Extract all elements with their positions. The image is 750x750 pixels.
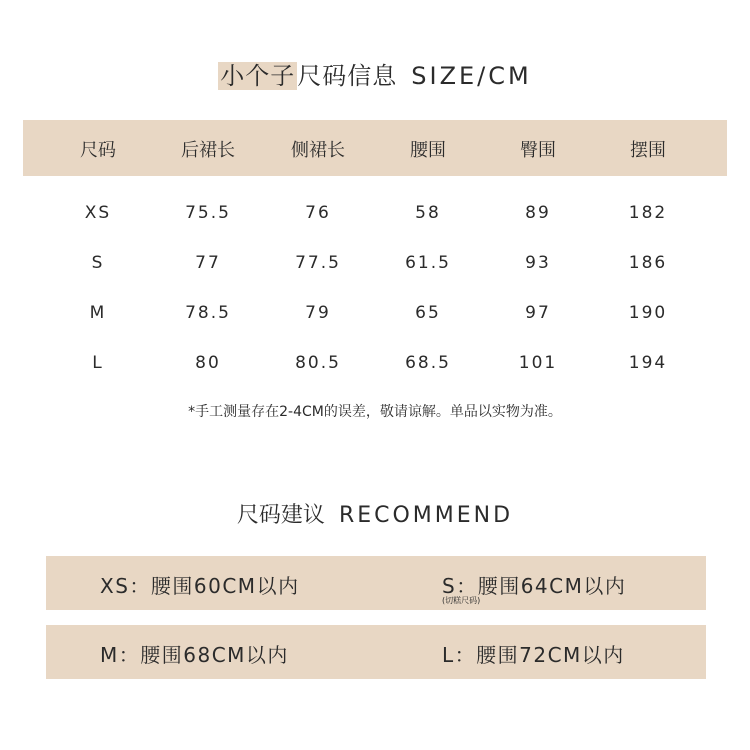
recommend-title	[0, 498, 750, 529]
cell-size: S	[91, 253, 105, 273]
cell-hip: 89	[525, 203, 551, 223]
cell-hem: 186	[628, 253, 668, 273]
cell-back-length: 77	[195, 253, 221, 273]
cell-back-length: 78.5	[185, 303, 231, 323]
cell-waist: 58	[415, 203, 441, 223]
recommend-s: S：腰围64CM以内	[442, 574, 627, 598]
cell-waist: 65	[415, 303, 441, 323]
cell-side-length: 80.5	[295, 353, 341, 373]
header-side-length: 侧裙长	[291, 140, 345, 161]
cell-side-length: 76	[305, 203, 331, 223]
cell-size: XS	[84, 203, 112, 223]
cell-hem: 190	[628, 303, 668, 323]
cell-waist: 68.5	[405, 353, 451, 373]
table-row	[23, 253, 727, 273]
table-row	[23, 203, 727, 223]
recommend-title-text: 尺码建议	[236, 503, 325, 528]
header-back-length: 后裙长	[181, 140, 235, 161]
header-hip: 臀围	[520, 140, 556, 161]
cell-hip: 101	[518, 353, 558, 373]
header-size: 尺码	[80, 140, 116, 161]
recommend-m: M：腰围68CM以内	[100, 643, 289, 667]
cell-hip: 97	[525, 303, 551, 323]
cell-hem: 182	[628, 203, 668, 223]
size-info-title	[0, 56, 750, 91]
table-header-row	[23, 136, 727, 162]
recommend-s-note: (切糕尺码)	[442, 596, 481, 605]
cell-back-length: 75.5	[185, 203, 231, 223]
header-hem: 摆围	[630, 140, 666, 161]
cell-side-length: 79	[305, 303, 331, 323]
title-highlight: 小个子	[220, 62, 296, 90]
cell-size: M	[89, 303, 107, 323]
cell-back-length: 80	[195, 353, 221, 373]
cell-side-length: 77.5	[295, 253, 341, 273]
table-row	[23, 353, 727, 373]
title-text: 尺码信息	[297, 62, 398, 90]
table-row	[23, 303, 727, 323]
cell-hem: 194	[628, 353, 668, 373]
cell-size: L	[92, 353, 104, 373]
measurement-note: *手工测量存在2-4CM的误差，敬请谅解。单品以实物为准。	[188, 404, 562, 420]
recommend-l: L：腰围72CM以内	[442, 643, 625, 667]
recommend-xs: XS：腰围60CM以内	[100, 574, 300, 598]
header-waist: 腰围	[410, 140, 446, 161]
recommend-title-latin: RECOMMEND	[338, 503, 514, 528]
cell-waist: 61.5	[405, 253, 451, 273]
cell-hip: 93	[525, 253, 551, 273]
title-latin: SIZE/CM	[411, 62, 532, 90]
